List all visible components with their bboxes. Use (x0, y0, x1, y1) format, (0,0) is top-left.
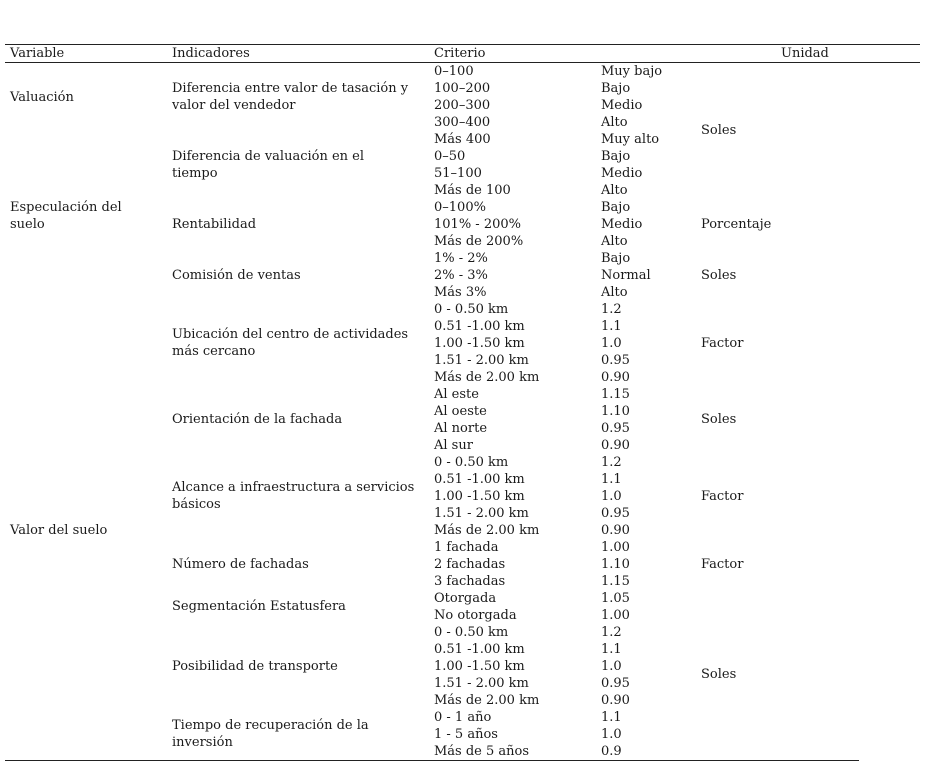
criterion-cell: 51–100 (434, 166, 482, 181)
criterion-cell: Al este (434, 387, 479, 402)
criterion-value-cell: Alto (601, 234, 628, 249)
header-variable: Variable (10, 46, 65, 61)
criterion-cell: 2 fachadas (434, 557, 506, 572)
criterion-cell: 0 - 0.50 km (434, 455, 509, 470)
criterion-value-cell: 1.1 (601, 472, 622, 487)
header-criterio: Criterio (434, 46, 486, 61)
criterion-value-cell: 0.90 (601, 693, 630, 708)
criterion-cell: 100–200 (434, 81, 491, 96)
indicator-diferencia-tasacion: Diferencia entre valor de tasación y valor del vendedor (172, 81, 409, 113)
criterion-cell: 1.00 -1.50 km (434, 489, 525, 504)
criterion-value-cell: 0.95 (601, 353, 630, 368)
criterion-value-cell: 0.95 (601, 676, 630, 691)
criterion-value-cell: Bajo (601, 251, 631, 266)
criterion-value-cell: Bajo (601, 200, 631, 215)
unit-soles-valuacion: Soles (701, 123, 737, 138)
criterion-cell: 101% - 200% (434, 217, 521, 232)
criterion-value-cell: 1.0 (601, 336, 622, 351)
unit-porcentaje: Porcentaje (701, 217, 772, 232)
criterion-cell: 1.51 - 2.00 km (434, 353, 529, 368)
criterion-cell: 2% - 3% (434, 268, 488, 283)
criterion-cell: 1.51 - 2.00 km (434, 506, 529, 521)
indicator-numero-fachadas: Número de fachadas (172, 557, 309, 572)
criterion-cell: 0.51 -1.00 km (434, 319, 525, 334)
criterion-value-cell: 1.00 (601, 608, 630, 623)
criterion-cell: Más 400 (434, 132, 491, 147)
indicator-orientacion: Orientación de la fachada (172, 412, 343, 427)
unit-factor-fachadas: Factor (701, 557, 744, 572)
criterion-cell: 300–400 (434, 115, 491, 130)
indicator-ubicacion-centro: Ubicación del centro de actividades más cercano (172, 327, 409, 359)
criterion-cell: Al norte (434, 421, 488, 436)
variable-especulacion: Especulación del suelo (10, 200, 122, 232)
criterion-cell: 1 fachada (434, 540, 499, 555)
criterion-cell: 0.51 -1.00 km (434, 472, 525, 487)
unit-soles-transporte: Soles (701, 667, 737, 682)
indicator-rentabilidad: Rentabilidad (172, 217, 257, 232)
criterion-value-cell: 1.15 (601, 387, 630, 402)
criterion-cell: No otorgada (434, 608, 517, 623)
criterion-value-cell: 1.00 (601, 540, 630, 555)
criterion-cell: 200–300 (434, 98, 491, 113)
criterion-value-cell: 0.90 (601, 370, 630, 385)
table-bottom-rule (5, 760, 859, 761)
criterion-cell: Más de 2.00 km (434, 693, 540, 708)
criterion-cell: Al oeste (434, 404, 487, 419)
criterion-cell: 0.51 -1.00 km (434, 642, 525, 657)
criterion-cell: Al sur (434, 438, 473, 453)
criterion-cell: 1 - 5 años (434, 727, 498, 742)
criterion-value-cell: 0.9 (601, 744, 622, 759)
header-unidad: Unidad (781, 46, 829, 61)
criterion-cell: 1% - 2% (434, 251, 488, 266)
criterion-value-cell: Alto (601, 285, 628, 300)
criterion-value-cell: 0.95 (601, 506, 630, 521)
criterion-value-cell: Normal (601, 268, 651, 283)
indicator-comision: Comisión de ventas (172, 268, 301, 283)
criterion-cell: Más de 200% (434, 234, 524, 249)
criterion-value-cell: Bajo (601, 81, 631, 96)
unit-factor-ubicacion: Factor (701, 336, 744, 351)
criterion-value-cell: 1.10 (601, 557, 630, 572)
criterion-cell: 0–50 (434, 149, 466, 164)
indicator-posibilidad-transporte: Posibilidad de transporte (172, 659, 338, 674)
criterion-cell: 3 fachadas (434, 574, 506, 589)
criterion-value-cell: Medio (601, 217, 643, 232)
criterion-cell: 0–100% (434, 200, 486, 215)
unit-factor-alcance: Factor (701, 489, 744, 504)
variable-valuacion: Valuación (10, 90, 74, 105)
criterion-cell: Más 3% (434, 285, 487, 300)
criterion-value-cell: Alto (601, 115, 628, 130)
criterion-value-cell: Medio (601, 166, 643, 181)
criterion-value-cell: 1.1 (601, 710, 622, 725)
criterion-value-cell: Muy bajo (601, 64, 663, 79)
criterion-cell: Otorgada (434, 591, 497, 606)
unit-soles-comision: Soles (701, 268, 737, 283)
criterion-cell: 0 - 0.50 km (434, 302, 509, 317)
indicator-diferencia-tiempo: Diferencia de valuación en el tiempo (172, 149, 365, 181)
indicator-tiempo-recuperacion: Tiempo de recuperación de la inversión (172, 718, 369, 750)
criterion-cell: Más de 100 (434, 183, 511, 198)
criterion-value-cell: 0.90 (601, 438, 630, 453)
criterion-value-cell: 1.05 (601, 591, 630, 606)
criterion-value-cell: 1.0 (601, 489, 622, 504)
criterion-value-cell: Bajo (601, 149, 631, 164)
criterion-value-cell: 1.10 (601, 404, 630, 419)
criterion-value-cell: 1.15 (601, 574, 630, 589)
criterion-cell: 1.51 - 2.00 km (434, 676, 529, 691)
criterion-cell: 0 - 1 año (434, 710, 492, 725)
criterion-value-cell: 0.95 (601, 421, 630, 436)
indicator-alcance-infraestructura: Alcance a infraestructura a servicios básicos (172, 480, 415, 512)
criterion-value-cell: Alto (601, 183, 628, 198)
criterion-cell: Más de 5 años (434, 744, 530, 759)
criterion-cell: 1.00 -1.50 km (434, 336, 525, 351)
criterion-cell: Más de 2.00 km (434, 370, 540, 385)
criterion-value-cell: Medio (601, 98, 643, 113)
criterion-cell: Más de 2.00 km (434, 523, 540, 538)
criterion-cell: 1.00 -1.50 km (434, 659, 525, 674)
criterion-value-cell: 1.1 (601, 642, 622, 657)
unit-soles-orientacion: Soles (701, 412, 737, 427)
criterion-value-cell: 1.2 (601, 625, 622, 640)
criterion-cell: 0–100 (434, 64, 474, 79)
criterion-cell: 0 - 0.50 km (434, 625, 509, 640)
criterion-value-cell: 0.90 (601, 523, 630, 538)
criterion-value-cell: 1.0 (601, 727, 622, 742)
variable-valor-suelo: Valor del suelo (10, 523, 108, 538)
criterion-value-cell: 1.2 (601, 455, 622, 470)
criterion-value-cell: 1.1 (601, 319, 622, 334)
criterion-value-cell: Muy alto (601, 132, 660, 147)
criterion-value-cell: 1.2 (601, 302, 622, 317)
criterion-value-cell: 1.0 (601, 659, 622, 674)
indicator-segmentacion: Segmentación Estatusfera (172, 599, 346, 614)
header-indicadores: Indicadores (172, 46, 250, 61)
